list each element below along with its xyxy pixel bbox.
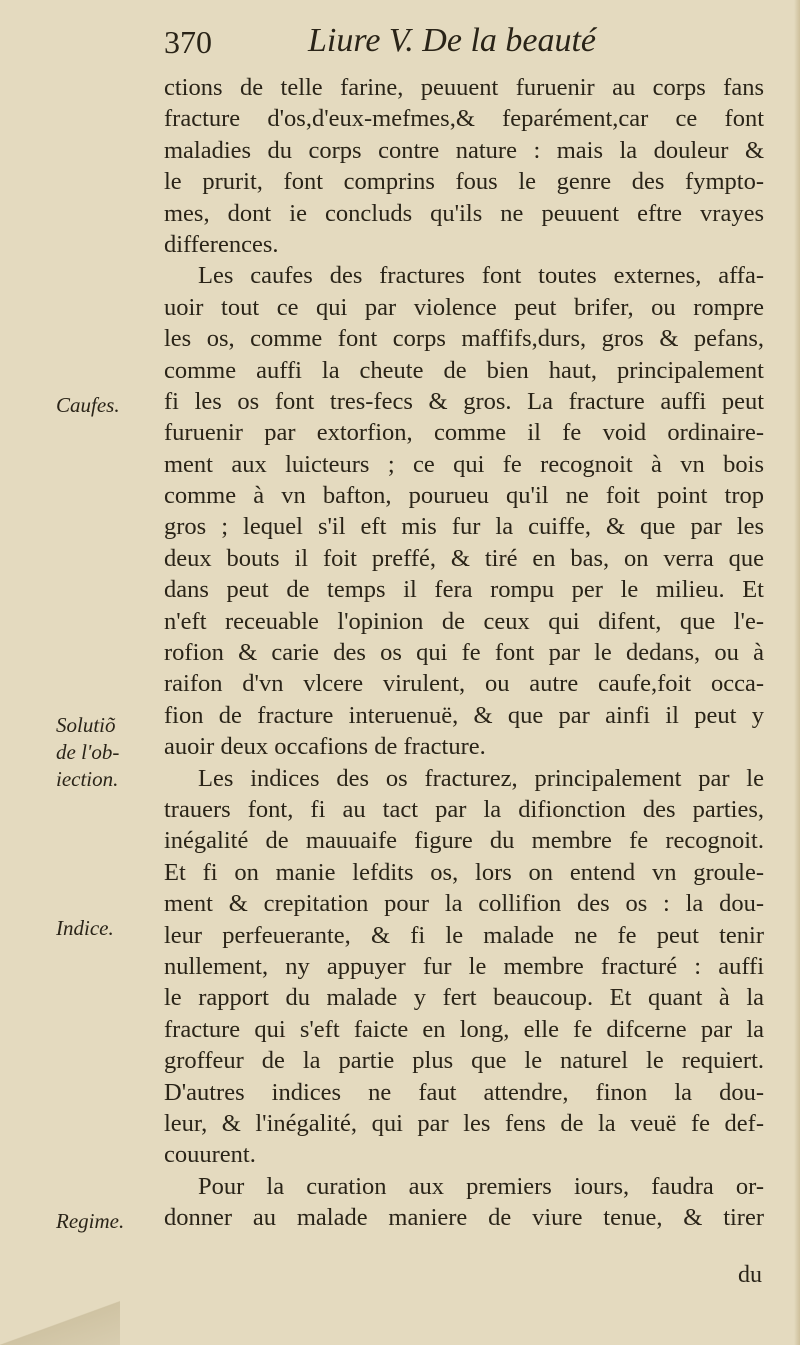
text-line: leur perfeuerante, & fi le malade ne fe peut tenir — [164, 921, 764, 949]
margin-note-line: iection. — [56, 767, 119, 791]
text-line: uoir tout ce qui par violence peut brifer, ou rompre — [164, 293, 764, 321]
text-line: ctions de telle farine, peuuent furuenir au corps fans — [164, 74, 764, 101]
catchword: du — [738, 1262, 762, 1288]
page-header — [150, 18, 780, 66]
running-title: Liure V. De la beauté — [308, 22, 597, 59]
margin-note-solution — [56, 712, 119, 793]
margin-note-indice: Indice. — [56, 916, 114, 940]
text-line: fi les os font tres-fecs & gros. La fracture auffi peut — [164, 387, 764, 415]
page-fold — [0, 1290, 120, 1345]
text-line: gros ; lequel s'il eft mis fur la cuiffe, & que par les — [164, 513, 764, 541]
text-line: dans peut de temps il fera rompu per le milieu. Et — [164, 576, 764, 604]
text-line: deux bouts il foit preffé, & tiré en bas, on verra que — [164, 544, 764, 572]
text-line: n'eft receuable l'opinion de ceux qui difent, que l'e- — [164, 607, 764, 635]
text-line: trauers font, fi au tact par la difionction des parties, — [164, 795, 764, 823]
text-line: nullement, ny appuyer fur le membre fracturé : auffi — [164, 952, 764, 980]
text-line: comme à vn bafton, pourueu qu'il ne foit point trop — [164, 482, 764, 510]
text-line: fracture d'os,d'eux-mefmes,& feparément,car ce font — [164, 105, 764, 133]
margin-note-regime: Regime. — [56, 1209, 125, 1233]
text-line: donner au malade maniere de viure tenue, & tirer — [164, 1204, 764, 1232]
text-line: maladies du corps contre nature : mais la douleur & — [164, 136, 764, 164]
margin-note-line: de l'ob- — [56, 740, 120, 764]
text-line: le prurit, font comprins fous le genre des fympto- — [164, 168, 764, 196]
text-line: differences. — [164, 230, 279, 258]
body-text — [164, 72, 764, 1233]
text-line: mes, dont ie concluds qu'ils ne peuuent eftre vrayes — [164, 199, 764, 227]
text-line: rofion & carie des os qui fe font par le dedans, ou à — [164, 639, 764, 667]
text-line: comme auffi la cheute de bien haut, principalement — [164, 356, 764, 384]
text-line: D'autres indices ne faut attendre, finon la dou- — [164, 1078, 764, 1106]
text-line: Pour la curation aux premiers iours, faudra or- — [198, 1172, 764, 1200]
text-line: groffeur de la partie plus que le naturel le requiert. — [164, 1047, 764, 1075]
text-line: ment aux luicteurs ; ce qui fe recognoit à vn bois — [164, 450, 764, 478]
text-line: fion de fracture interuenuë, & que par ainfi il peut y — [164, 701, 764, 729]
text-line: Et fi on manie lefdits os, lors on entend vn groule- — [164, 858, 764, 886]
text-line: fracture qui s'eft faicte en long, elle fe difcerne par la — [164, 1015, 764, 1043]
text-line: couurent. — [164, 1141, 256, 1169]
text-line: Les indices des os fracturez, principalement par le — [198, 764, 764, 792]
text-line: inégalité de mauuaife figure du membre fe recognoit. — [164, 827, 764, 855]
text-line: le rapport du malade y fert beaucoup. Et quant à la — [164, 984, 764, 1012]
text-line: Les caufes des fractures font toutes externes, affa- — [198, 262, 764, 290]
page-number: 370 — [164, 24, 212, 60]
page-edge — [794, 0, 800, 1345]
margin-note-line: Solutiõ — [56, 713, 116, 737]
margin-note-causes: Caufes. — [56, 393, 120, 417]
text-line: furuenir par extorfion, comme il fe void ordinaire- — [164, 419, 764, 447]
text-line: les os, comme font corps maffifs,durs, gros & pefans, — [164, 325, 764, 353]
text-line: raifon d'vn vlcere virulent, ou autre caufe,foit occa- — [164, 670, 764, 698]
text-line: auoir deux occafions de fracture. — [164, 733, 486, 761]
text-line: ment & crepitation pour la collifion des os : la dou- — [164, 890, 764, 918]
text-line: leur, & l'inégalité, qui par les fens de la veuë fe def- — [164, 1109, 764, 1137]
